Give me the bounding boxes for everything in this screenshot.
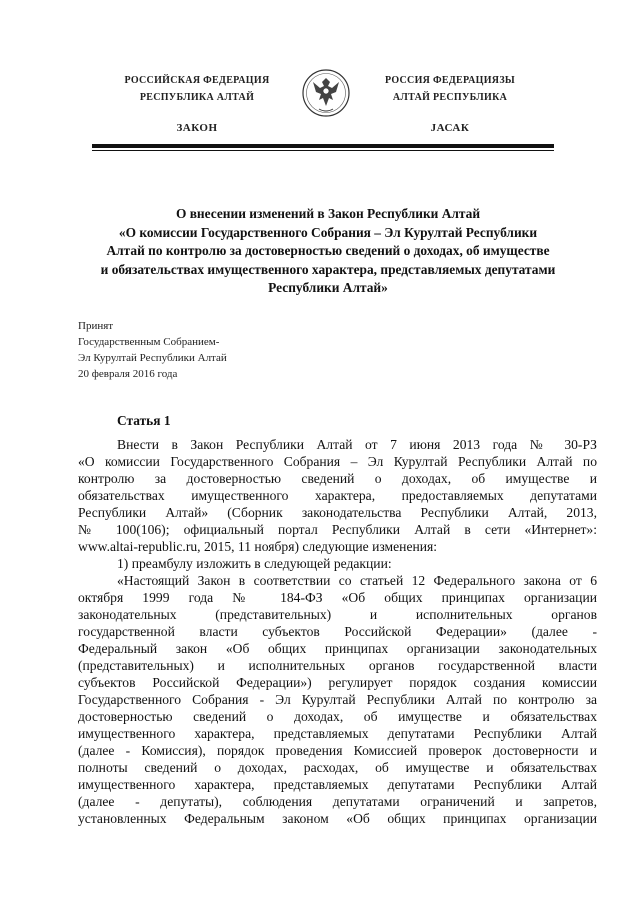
adoption-line: Эл Курултай Республики Алтай: [78, 352, 227, 364]
body-line: www.altai-republic.ru, 2015, 11 ноября) следующие изменения:: [78, 539, 438, 554]
body-line: «Настоящий Закон в соответствии со статьей 12 Федерального закона от 6: [117, 573, 597, 588]
body-line: «О комиссии Государственного Собрания – Эл Курултай Республики Алтай по: [78, 454, 597, 469]
body-line: Федеральный закон «Об общих принципах организации законодательных: [78, 641, 597, 656]
header-left-country: РОССИЙСКАЯ ФЕДЕРАЦИЯ: [124, 75, 270, 86]
title-line: Республики Алтай»: [268, 280, 388, 295]
article-body: [78, 436, 597, 827]
law-title: [60, 205, 596, 298]
body-line: 1) преамбулу изложить в следующей редакции:: [117, 556, 392, 571]
header-divider-thick: [92, 144, 554, 148]
title-line: Алтай по контролю за достоверностью сведений о доходах, об имуществе: [106, 243, 550, 258]
header-right-law: JАСАК: [430, 122, 470, 134]
body-line: законодательных (представительных) и исполнительных органов: [78, 607, 597, 622]
coat-of-arms-emblem: [301, 66, 351, 122]
body-line: (далее - депутаты), соблюдения депутатами ограничений и запретов,: [78, 794, 597, 809]
header-right-republic: АЛТАЙ РЕСПУБЛИКА: [392, 92, 508, 103]
adoption-line: 20 февраля 2016 года: [78, 368, 178, 380]
body-line: имущественного характера, представляемых депутатами Республики Алтай: [78, 726, 597, 741]
body-line: (далее - Комиссия), порядок проведения Комиссией проверок достоверности и: [78, 743, 597, 758]
header-left-ru: [112, 72, 282, 137]
body-line: Внести в Закон Республики Алтай от 7 июня 2013 года № 30-РЗ: [117, 437, 597, 452]
body-line: субъектов Российской Федерации») регулирует порядок создания комиссии: [78, 675, 597, 690]
adoption-info: [78, 318, 227, 382]
header-left-republic: РЕСПУБЛИКА АЛТАЙ: [139, 92, 255, 103]
body-line: полноты сведений о доходах, расходах, об имуществе и обязательствах: [78, 760, 597, 775]
adoption-line: Государственным Собранием-: [78, 336, 220, 348]
article-heading: Статья 1: [117, 413, 171, 428]
body-line: контролю за достоверностью сведений о доходах, об имуществе и: [78, 471, 597, 486]
header-right-country: РОССИЯ ФЕДЕРАЦИЯЗЫ: [384, 75, 516, 86]
body-line: (представительных) и исполнительных органов государственной власти: [78, 658, 597, 673]
body-line: Государственного Собрания - Эл Курултай Республики Алтай по контролю за: [78, 692, 597, 707]
body-line: установленных Федеральным законом «Об общих принципах организации: [78, 811, 597, 826]
header-right-alt: [365, 72, 535, 137]
header-left-law: ЗАКОН: [176, 122, 218, 134]
body-line: № 100(106); официальный портал Республики Алтай в сети «Интернет»:: [78, 522, 597, 537]
title-line: и обязательствах имущественного характера, представляемых депутатами: [100, 261, 556, 277]
body-line: достоверностью сведений о доходах, об имуществе и обязательствах: [78, 709, 597, 724]
body-line: октября 1999 года № 184-ФЗ «Об общих принципах организации: [78, 590, 597, 605]
body-line: имущественного характера, представляемых депутатами Республики Алтай: [78, 777, 597, 792]
title-line: О внесении изменений в Закон Республики Алтай: [175, 206, 481, 221]
adoption-line: Принят: [78, 320, 114, 332]
title-line: «О комиссии Государственного Собрания – Эл Курултай Республики: [118, 224, 538, 240]
body-line: государственной власти субъектов Российской Федерации» (далее -: [78, 624, 597, 639]
header-divider-thin: [92, 150, 554, 151]
body-line: обязательствах имущественного характера, предоставляемых депутатами: [78, 488, 597, 503]
body-line: Республики Алтай» (Сборник законодательства Республики Алтай, 2013,: [78, 505, 597, 520]
